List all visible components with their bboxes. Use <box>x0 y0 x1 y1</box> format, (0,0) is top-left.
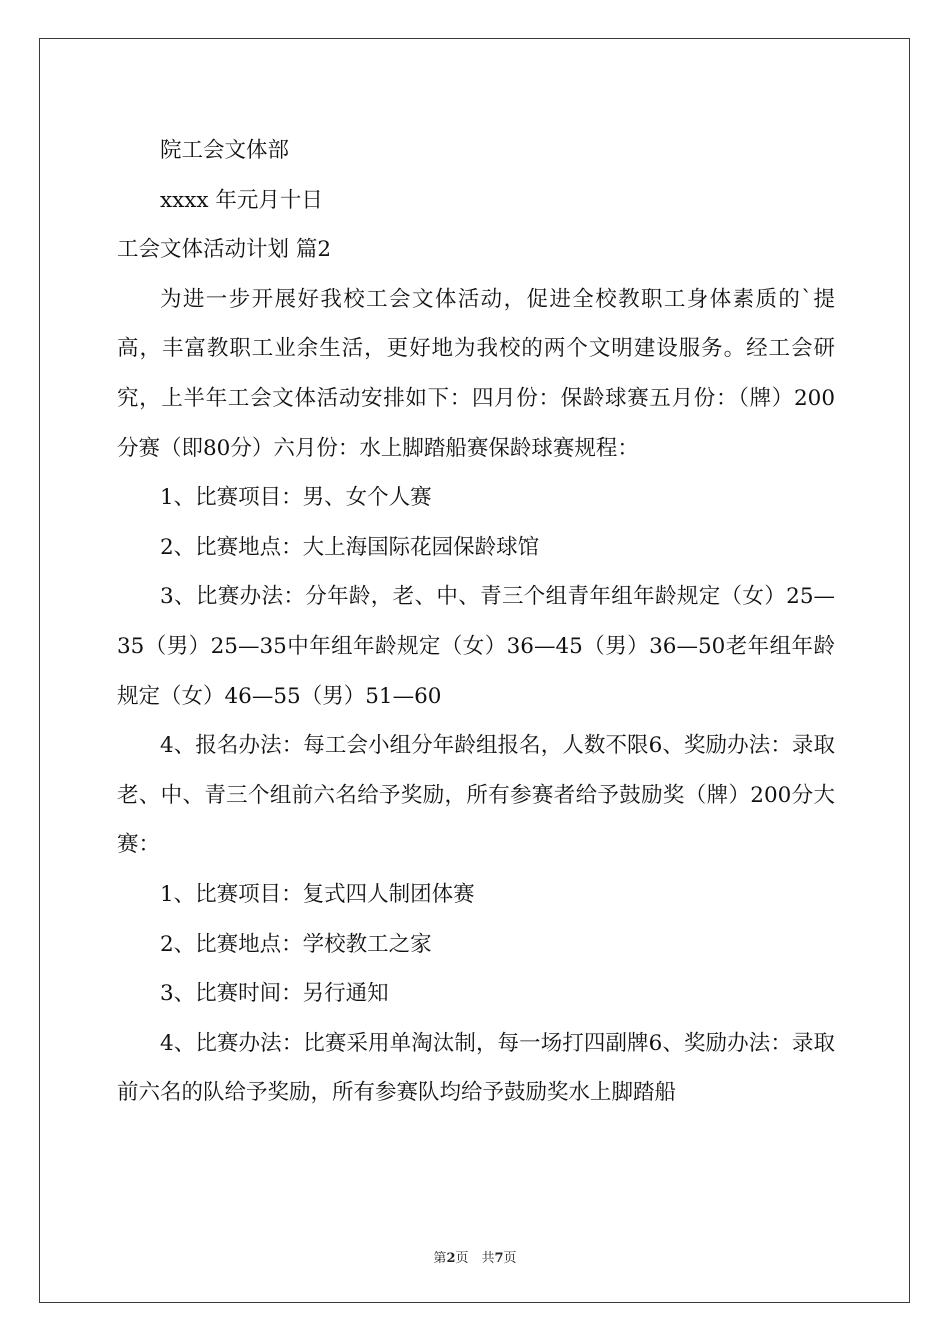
paragraph-item: 1、比赛项目：复式四人制团体赛 <box>160 881 475 907</box>
footer-middle: 页 共 <box>455 1251 495 1266</box>
footer-suffix: 页 <box>503 1251 517 1266</box>
signature-org: 院工会文体部 <box>160 138 290 163</box>
paragraph-item: 4、报名办法：每工会小组分年龄组报名，人数不限6、奖励办法：录取老、中、青三个组前六名给予奖励，所有参赛者给予鼓励奖（牌）200分大赛： <box>117 733 835 858</box>
footer-prefix: 第 <box>433 1251 447 1266</box>
paragraph-item: 3、比赛时间：另行通知 <box>160 981 389 1007</box>
paragraph-intro: 为进一步开展好我校工会文体活动，促进全校教职工身体素质的`提高，丰富教职工业余生活，更好地为我校的两个文明建设服务。经工会研究，上半年工会文体活动安排如下：四月份：保龄球赛五月份：（牌）200分赛（即80分）六月份：水上脚踏船赛保龄球赛规程： <box>117 286 835 461</box>
paragraph-item: 2、比赛地点：大上海国际花园保龄球馆 <box>160 534 540 560</box>
page-footer <box>0 1247 950 1266</box>
paragraph-item: 1、比赛项目：男、女个人赛 <box>160 485 432 511</box>
document-body <box>117 126 835 1118</box>
signature-date: xxxx 年元月十日 <box>160 187 323 213</box>
footer-current-page: 2 <box>446 1251 456 1266</box>
section-title: 工会文体活动计划 篇2 <box>117 237 332 263</box>
paragraph-item: 4、比赛办法：比赛采用单淘汰制，每一场打四副牌6、奖励办法：录取前六名的队给予奖励，所有参赛队均给予鼓励奖水上脚踏船 <box>117 1030 835 1106</box>
footer-total-pages: 7 <box>494 1251 504 1266</box>
paragraph-item: 2、比赛地点：学校教工之家 <box>160 931 432 957</box>
paragraph-item: 3、比赛办法：分年龄，老、中、青三个组青年组年龄规定（女）25—35（男）25—35中年组年龄规定（女）36—45（男）36—50老年组年龄规定（女）46—55（男）51—60 <box>117 584 835 709</box>
